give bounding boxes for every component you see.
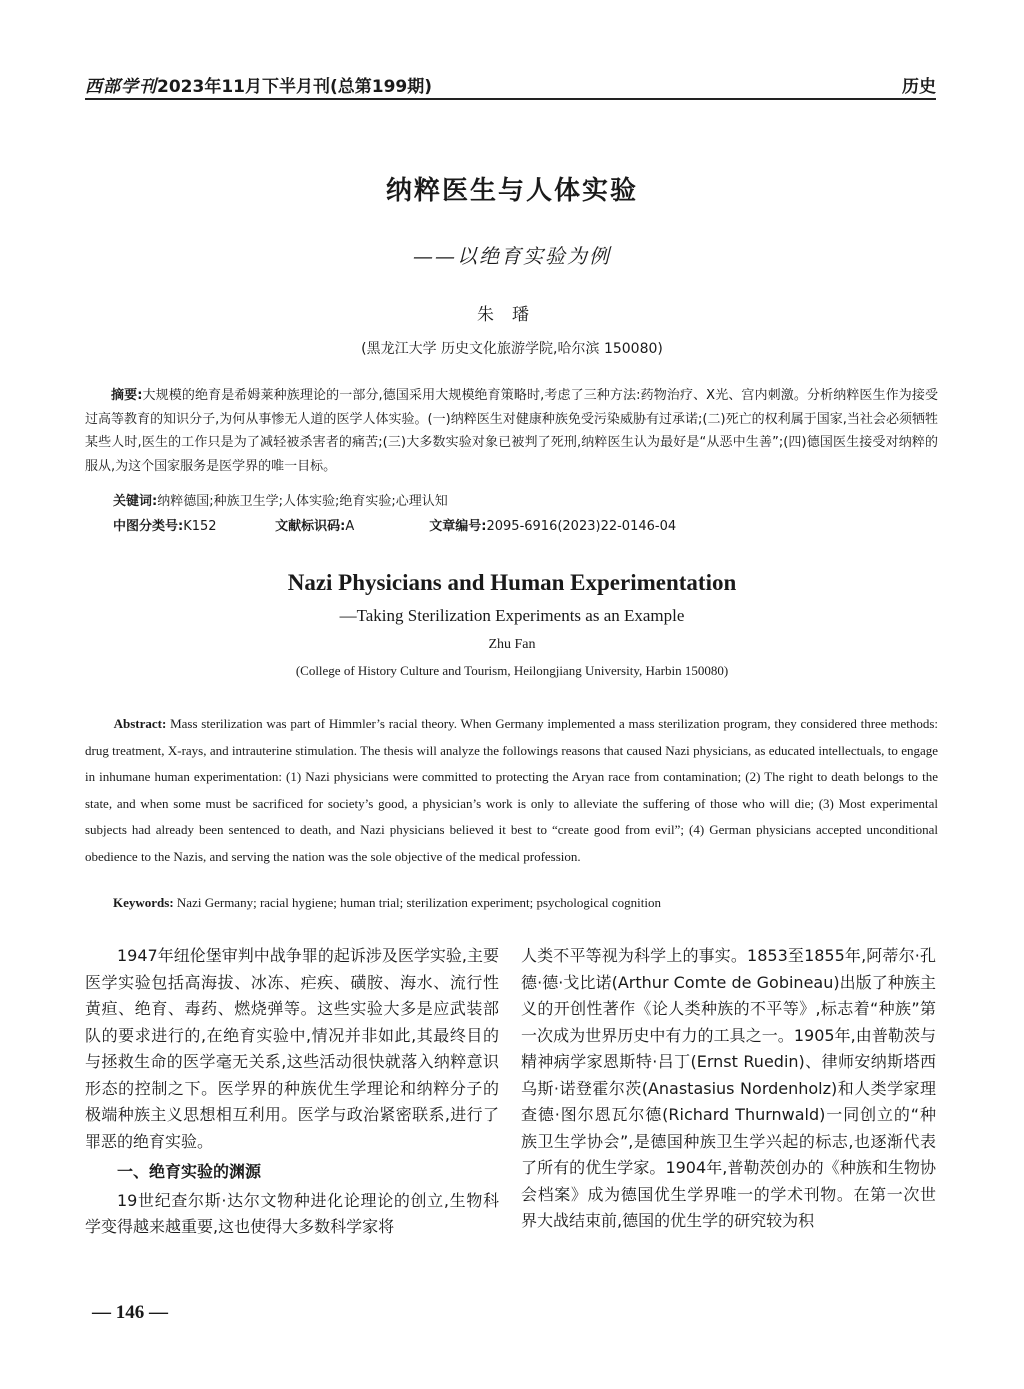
doc-label: 文献标识码: [275, 519, 346, 534]
article-label: 文章编号: [429, 519, 487, 534]
doc-code [275, 515, 425, 534]
journal-info [85, 72, 432, 97]
article-number [429, 515, 676, 534]
keywords-cn-text: 纳粹德国;种族卫生学;人体实验;绝育实验;心理认知 [157, 494, 448, 509]
abstract-cn-text: 大规模的绝育是希姆莱种族理论的一部分,德国采用大规模绝育策略时,考虑了三种方法:药物治疗、X光、宫内刺激。分析纳粹医生作为接受过高等教育的知识分子,为何从事惨无人道的医学人体实验。(一)纳粹医生对健康种族免受污染威胁有过承诺;(二)死亡的权利属于国家,当社会必须牺牲某些人时,医生的工作只是为了减轻被杀害者的痛苦;(三)大多数实验对象已被判了死刑,纳粹医生认为最好是“从恶中生善”;(四)德国医生接受对纳粹的服从,为这个国家服务是医学界的唯一目标。 [85, 388, 938, 475]
body-paragraph: 1947年纽伦堡审判中战争罪的起诉涉及医学实验,主要医学实验包括高海拔、冰冻、疟疾、磺胺、海水、流行性黄疸、绝育、毒药、燃烧弹等。这些实验大多是应武装部队的要求进行的,在绝育实验中,情况并非如此,其最终目的与拯救生命的医学毫无关系,这些活动很快就落入纳粹意识形态的控制之下。医学界的种族优生学理论和纳粹分子的极端种族主义思想相互利用。医学与政治紧密联系,进行了罪恶的绝育实验。 [85, 946, 499, 1151]
affiliation-en: (College of History Culture and Tourism, Heilongjiang University, Harbin 150080) [295, 663, 729, 678]
keywords-en-label: Keywords: [113, 895, 174, 910]
article-title-cn: 纳粹医生与人体实验 [385, 176, 638, 206]
author-cn: 朱璠 [477, 305, 547, 325]
abstract-en [85, 711, 938, 871]
page-number: — 146 — [92, 1302, 168, 1323]
author-en: Zhu Fan [488, 637, 536, 652]
journal-issue: 2023年11月下半月刊(总第199期) [157, 77, 432, 97]
keywords-cn [113, 490, 938, 509]
keywords-en-text: Nazi Germany; racial hygiene; human trial; sterilization experiment; psychological cognition [176, 895, 662, 910]
section-label: 历史 [902, 77, 936, 97]
affiliation-cn: (黑龙江大学 历史文化旅游学院,哈尔滨 150080) [361, 341, 663, 357]
body-paragraph: 人类不平等视为科学上的事实。1853至1855年,阿蒂尔·孔德·德·戈比诺(Arthur Comte de Gobineau)出版了种族主义的开创性著作《论人类种族的不平等》,标志着“种族”第一次成为世界历史中有力的工具之一。1905年,由普勒茨与精神病学家恩斯特·吕丁(Ernst Ruedin)、律师安纳斯塔西乌斯·诺登霍尔茨(Anastasius Nordenholz)和人类学家理查德·图尔恩瓦尔德(Richard Thurnwald)一同创立的“种族卫生学协会”,是德国种族卫生学兴起的标志,也逐渐代表了所有的优生学家。1904年,普勒茨创办的《种族和生物协会档案》成为德国优生学界唯一的学术刊物。在第一次世界大战结束前,德国的优生学的研究较为积 [521, 946, 936, 1230]
abstract-en-text: Mass sterilization was part of Himmler’s racial theory. When Germany implemented a mass sterilization program, they considered three methods: drug treatment, X-rays, and intrauterine stimulation. The thesis will analyze the followings reasons that caused Nazi physicians, as educated intellectuals, to engage in inhumane human experimentation: (1) Nazi physicians were committed to protecting the Aryan race from contamination; (2) The right to death belongs to the state, and when some must be sacrificed for society’s good, a physician’s work is only to alleviate the suffering of those who will die; (3) Most experimental subjects had already been sentenced to death, and Nazi physicians believed it best to “create good from evil”; (4) German physicians accepted unconditional obedience to the Nazis, and serving the nation was the sole objective of the medical profession. [85, 716, 938, 864]
keywords-en [113, 895, 938, 911]
abstract-cn-label: 摘要: [111, 388, 143, 403]
keywords-cn-label: 关键词: [113, 494, 158, 509]
journal-logo: 西部学刊 [85, 77, 157, 97]
body-column-right [521, 943, 936, 1235]
doc-value: A [345, 519, 355, 534]
running-header [85, 70, 936, 100]
clc-label: 中图分类号: [113, 519, 184, 534]
body-paragraph: 19世纪查尔斯·达尔文物种进化论理论的创立,生物科学变得越来越重要,这也使得大多数科学家将 [85, 1190, 499, 1236]
article-title-en: Nazi Physicians and Human Experimentation [287, 570, 737, 595]
section-heading: 一、绝育实验的渊源 [117, 1162, 262, 1181]
article-subtitle-cn: ——以绝育实验为例 [413, 244, 611, 268]
body-column-left [85, 943, 499, 1241]
classification-row [113, 515, 933, 534]
abstract-cn [85, 384, 938, 479]
clc-code [113, 515, 271, 534]
abstract-en-label: Abstract: [113, 716, 167, 731]
article-subtitle-en: —Taking Sterilization Experiments as an Example [339, 606, 685, 625]
article-value: 2095-6916(2023)22-0146-04 [486, 519, 677, 534]
clc-value: K152 [183, 519, 217, 534]
